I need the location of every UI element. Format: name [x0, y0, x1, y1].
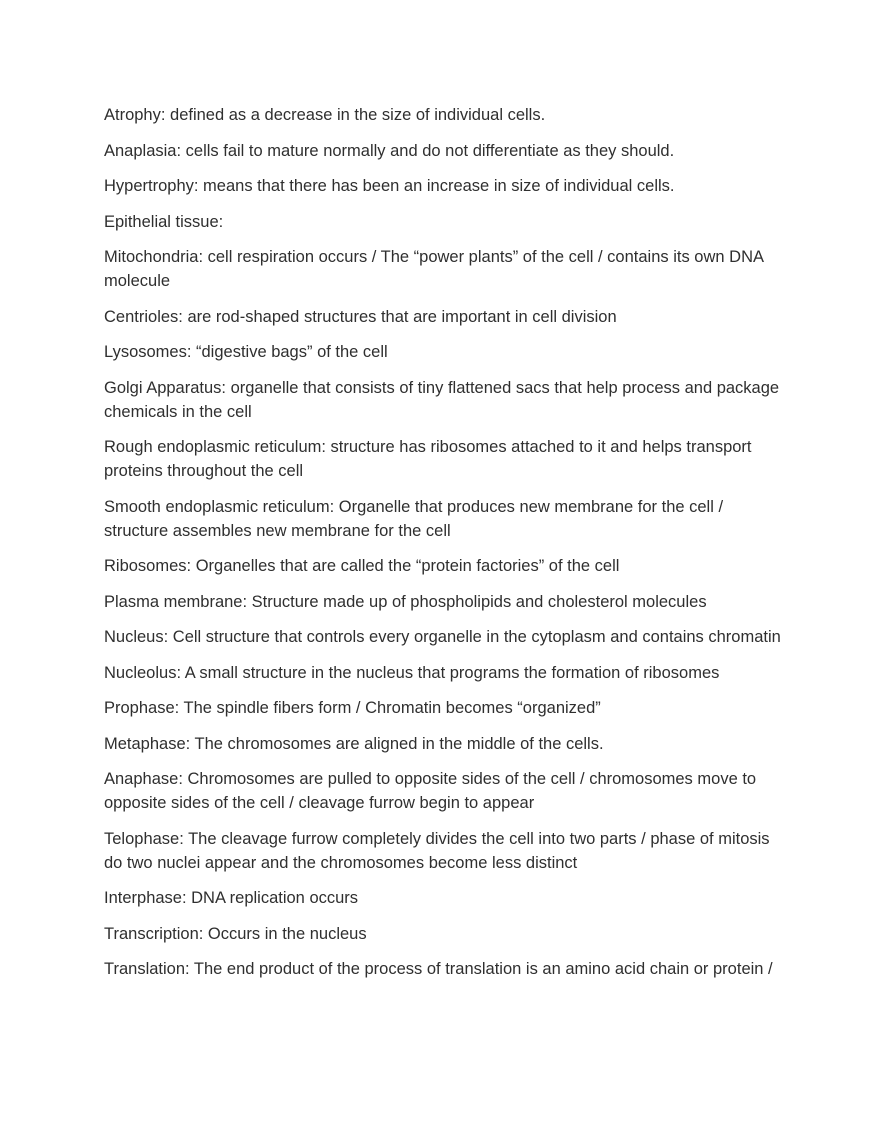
paragraph-ribosomes: Ribosomes: Organelles that are called the “protein factories” of the cell	[104, 557, 620, 575]
paragraph-nucleus: Nucleus: Cell structure that controls every organelle in the cytoplasm and contains chromatin	[104, 628, 781, 646]
paragraph-interphase: Interphase: DNA replication occurs	[104, 889, 359, 907]
paragraph-epithelial-tissue: Epithelial tissue:	[104, 212, 224, 231]
paragraph-anaphase: Anaphase: Chromosomes are pulled to opposite sides of the cell / chromosomes move to opposite sides of the cell / cleavage furrow begin to appear	[104, 770, 757, 812]
paragraph-mitochondria: Mitochondria: cell respiration occurs / The “power plants” of the cell / contains its own DNA molecule	[104, 248, 764, 290]
paragraph-plasma-membrane: Plasma membrane: Structure made up of phospholipids and cholesterol molecules	[104, 592, 707, 611]
paragraph-lysosomes: Lysosomes: “digestive bags” of the cell	[104, 343, 388, 361]
paragraph-telophase: Telophase: The cleavage furrow completely divides the cell into two parts / phase of mitosis do two nuclei appear and the chromosomes become less distinct	[104, 829, 770, 872]
paragraph-transcription: Transcription: Occurs in the nucleus	[104, 924, 367, 943]
paragraph-prophase: Prophase: The spindle fibers form / Chromatin becomes “organized”	[104, 699, 601, 717]
paragraph-anaplasia: Anaplasia: cells fail to mature normally and do not differentiate as they should.	[104, 141, 675, 160]
paragraph-golgi-apparatus: Golgi Apparatus: organelle that consists of tiny flattened sacs that help process and package chemicals in the cell	[104, 378, 780, 421]
paragraph-atrophy: Atrophy: defined as a decrease in the size of individual cells.	[104, 106, 546, 124]
paragraph-rough-er: Rough endoplasmic reticulum: structure has ribosomes attached to it and helps transport proteins throughout the cell	[104, 438, 752, 480]
paragraph-nucleolus: Nucleolus: A small structure in the nucleus that programs the formation of ribosomes	[104, 663, 720, 682]
paragraph-smooth-er: Smooth endoplasmic reticulum: Organelle that produces new membrane for the cell / structure assembles new membrane for the cell	[104, 497, 724, 540]
document-body	[104, 103, 784, 993]
paragraph-centrioles: Centrioles: are rod-shaped structures that are important in cell division	[104, 307, 617, 326]
paragraph-translation: Translation: The end product of the process of translation is an amino acid chain or protein /	[104, 960, 773, 978]
paragraph-metaphase: Metaphase: The chromosomes are aligned in the middle of the cells.	[104, 734, 604, 753]
paragraph-hypertrophy: Hypertrophy: means that there has been an increase in size of individual cells.	[104, 177, 675, 195]
